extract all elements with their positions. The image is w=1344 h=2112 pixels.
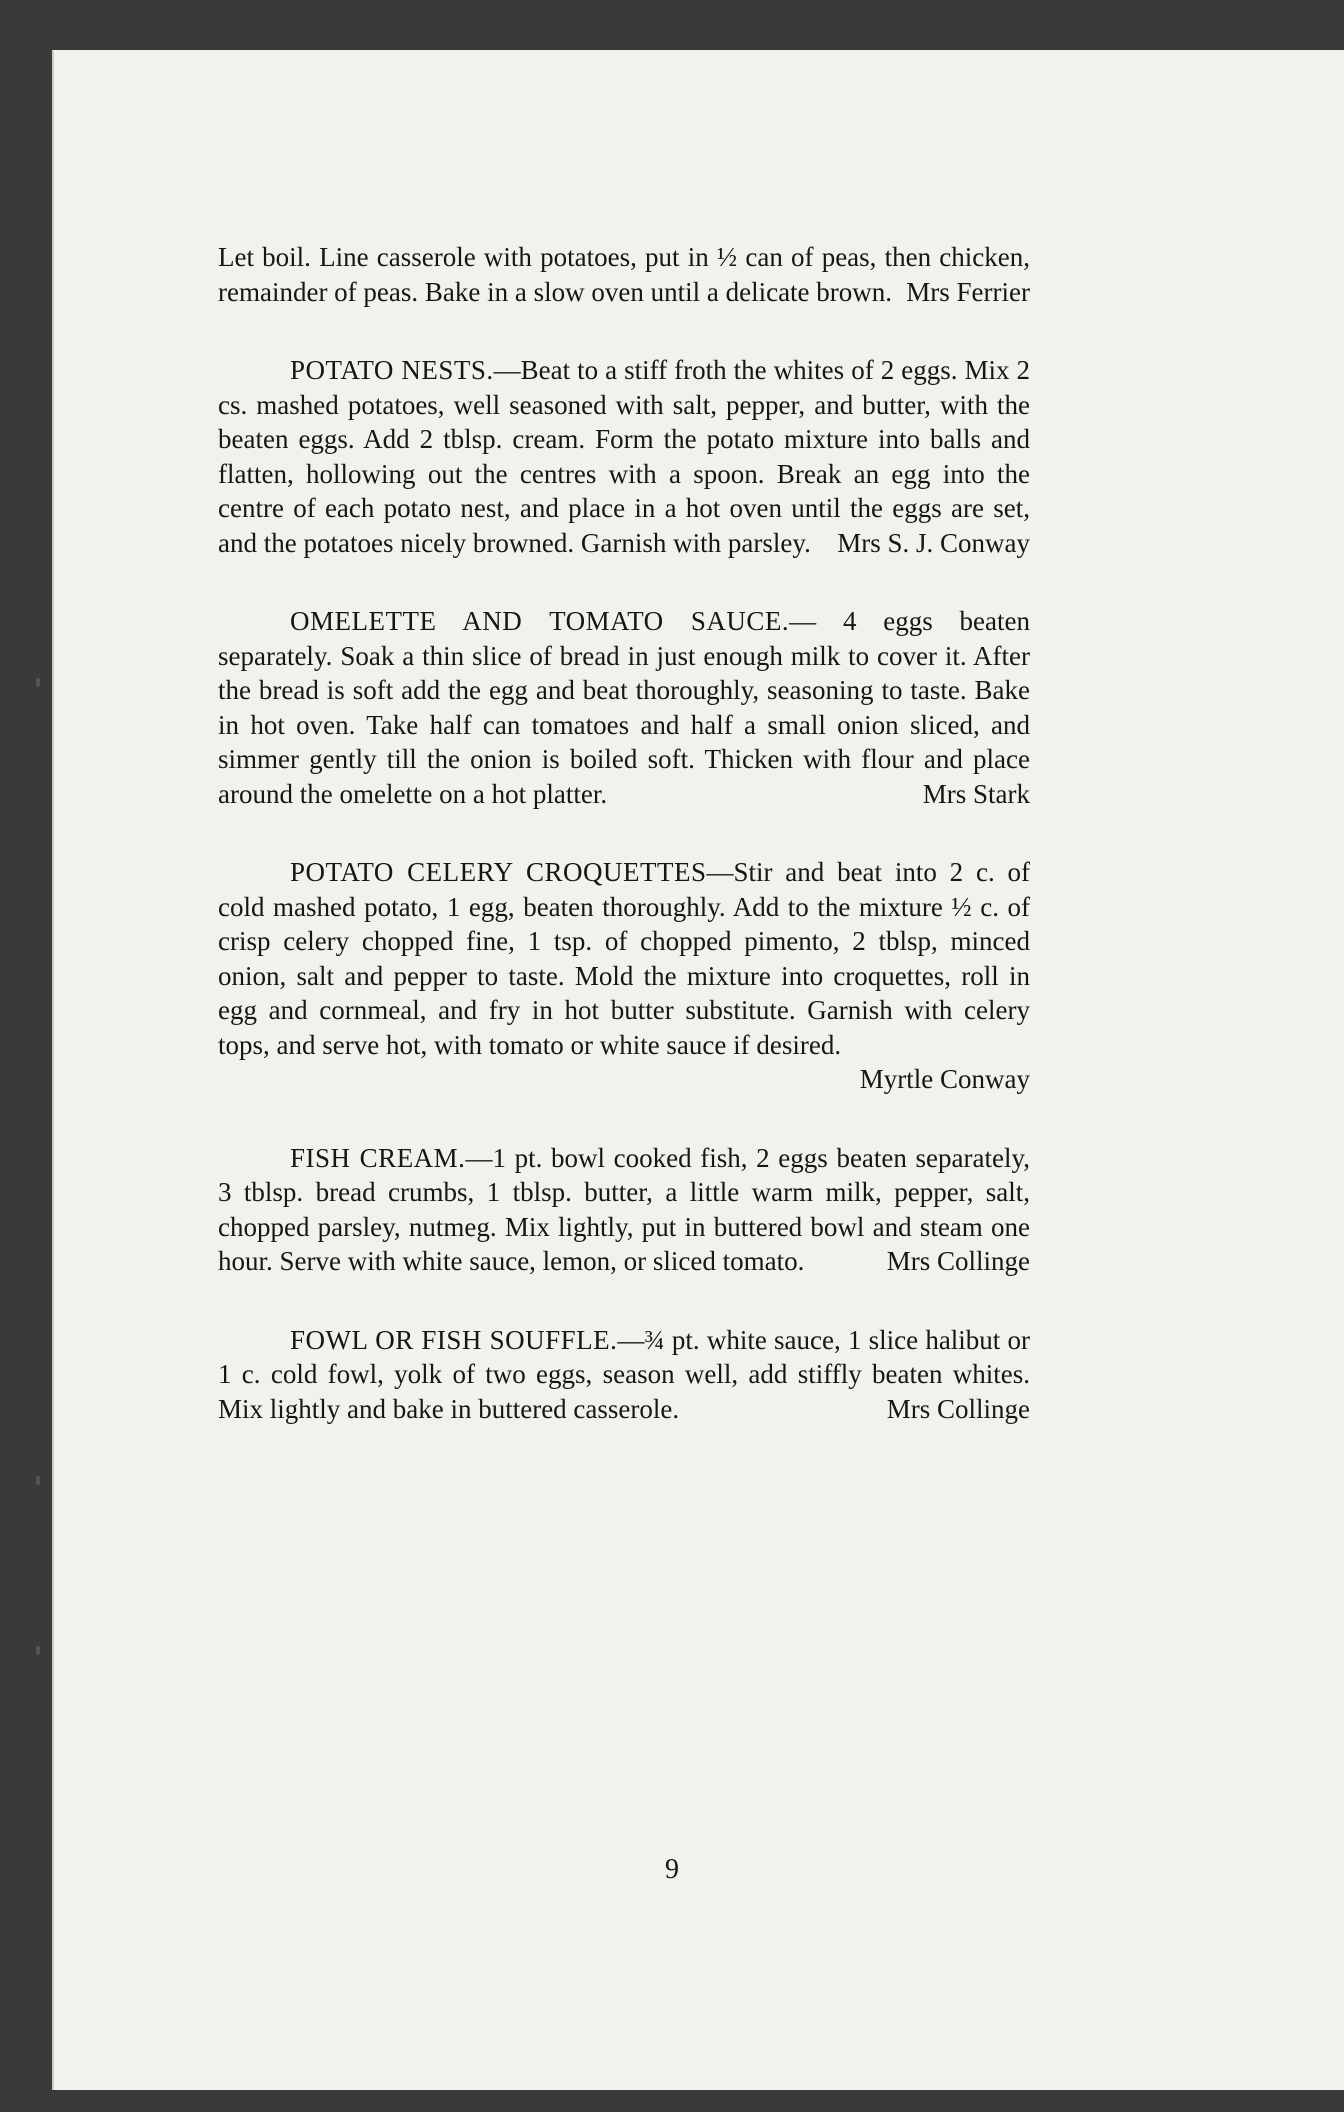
recipe-text-block	[218, 240, 1030, 1426]
recipe-potato-celery-croquettes	[218, 855, 1030, 1097]
recipe-text: —1 pt. bowl cooked fish, 2 eggs beaten separately, 3 tblsp. bread crumbs, 1 tblsp. butter, a little warm milk, pepper, salt, chopped parsley, nutmeg. Mix lightly, put in buttered bowl and steam one hour. Serve with white sauce, lemon, or sliced tomato.	[218, 1142, 1030, 1276]
recipe-fowl-fish-souffle	[218, 1323, 1030, 1427]
continued-recipe	[218, 240, 1030, 309]
binding-mark	[36, 1476, 40, 1485]
continued-recipe-text: Let boil. Line casserole with potatoes, put in ½ can of peas, then chicken, remainder of peas. Bake in a slow oven until a delicate brown.	[218, 242, 1030, 307]
recipe-title: FISH CREAM.	[290, 1142, 466, 1173]
page-number: 9	[665, 1854, 679, 1885]
recipe-omelette-tomato-sauce	[218, 604, 1030, 811]
recipe-author: Mrs Collinge	[886, 1393, 1030, 1424]
recipe-text: —Beat to a stiff froth the whites of 2 eggs. Mix 2 cs. mashed potatoes, well seasoned with salt, pepper, and butter, with the beaten eggs. Add 2 tblsp. cream. Form the potato mixture into balls and flatten, hollowing out the centres with a spoon. Break an egg into the centre of each potato nest, and place in a hot oven until the eggs are set, and the potatoes nicely browned. Garnish with parsley.	[218, 355, 1030, 558]
recipe-author: Mrs Collinge	[886, 1246, 1030, 1276]
recipe-text: —Stir and beat into 2 c. of cold mashed potato, 1 egg, beaten thoroughly. Add to the mixture ½ c. of crisp celery chopped fine, 1 tsp. of chopped pimento, 2 tblsp, minced onion, salt and pepper to taste. Mold the mixture into croquettes, roll in egg and cornmeal, and fry in hot butter substitute. Garnish with celery tops, and serve hot, with tomato or white sauce if desired.	[218, 857, 1030, 1060]
recipe-author: Mrs S. J. Conway	[837, 527, 1030, 558]
binding-mark	[36, 678, 40, 687]
recipe-title: FOWL OR FISH SOUFFLE.	[290, 1324, 618, 1355]
recipe-author: Myrtle Conway	[859, 1064, 1030, 1094]
recipe-title: POTATO CELERY CROQUETTES	[290, 857, 707, 887]
binding-mark	[36, 1646, 40, 1655]
recipe-potato-nests	[218, 353, 1030, 560]
recipe-author: Mrs Ferrier	[906, 276, 1030, 307]
recipe-body	[218, 855, 1030, 1062]
recipe-title: POTATO NESTS.	[290, 355, 494, 385]
recipe-text: — 4 eggs beaten separately. Soak a thin slice of bread in just enough milk to cover it. After the bread is soft add the egg and beat thoroughly, seasoning to taste. Bake in hot oven. Take half can tomatoes and half a small onion sliced, and simmer gently till the onion is boiled soft. Thicken with flour and place around the omelette on a hot platter.	[218, 606, 1030, 809]
recipe-text: —¾ pt. white sauce, 1 slice halibut or 1 c. cold fowl, yolk of two eggs, season well, add stiffly beaten whites. Mix lightly and bake in buttered casserole.	[218, 1324, 1030, 1424]
recipe-title: OMELETTE AND TOMATO SAUCE.	[290, 606, 790, 636]
recipe-author: Mrs Stark	[922, 778, 1030, 809]
recipe-fish-cream	[218, 1141, 1030, 1279]
